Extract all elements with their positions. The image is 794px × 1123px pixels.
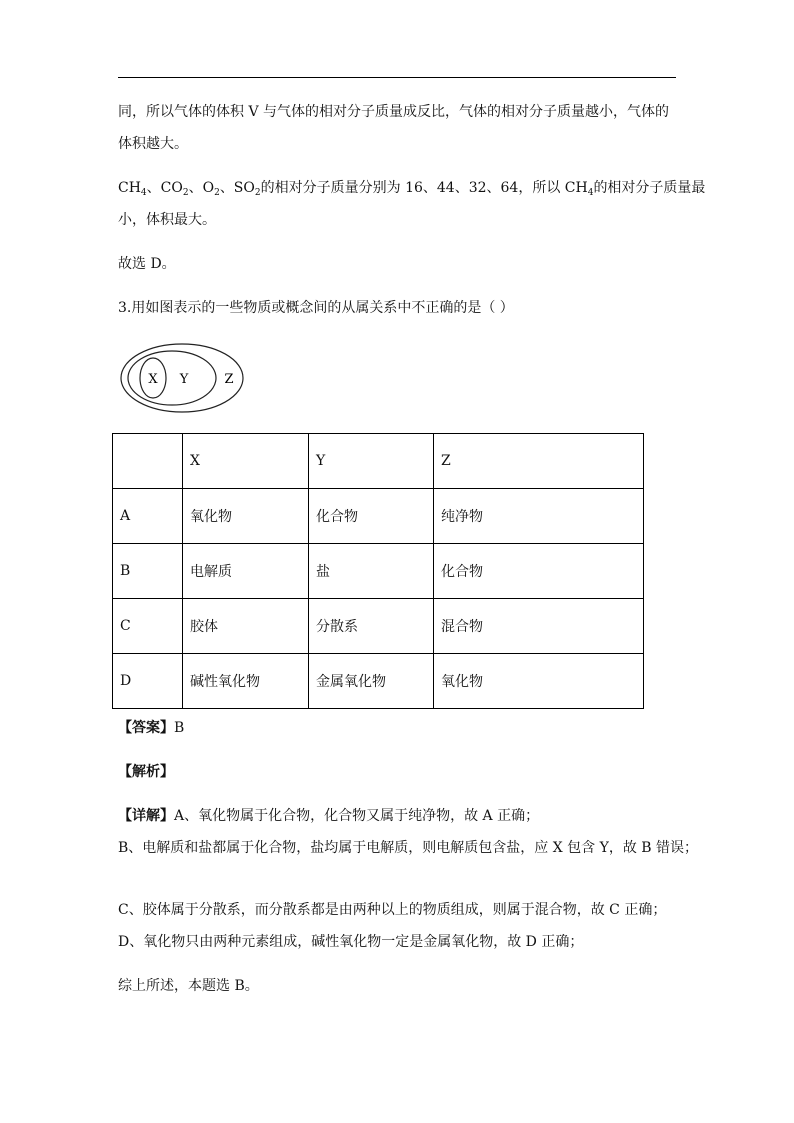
table-row	[113, 654, 644, 709]
analysis-line-d: D、氧化物只由两种元素组成，碱性氧化物一定是金属氧化物，故 D 正确；	[118, 934, 584, 950]
table-cell: D	[113, 654, 183, 709]
table-cell: 电解质	[183, 544, 309, 599]
table-cell: 碱性氧化物	[183, 654, 309, 709]
text-line: 同，所以气体的体积 V 与气体的相对分子质量成反比，气体的相对分子质量越小，气体的	[118, 104, 670, 120]
answer-value: B	[174, 720, 185, 736]
table-cell: Z	[434, 434, 644, 489]
analysis-line-a: 【详解】A、氧化物属于化合物，化合物又属于纯净物，故 A 正确；	[118, 808, 540, 824]
venn-diagram	[118, 340, 253, 418]
text-line: 故选 D。	[118, 256, 176, 272]
middle-ellipse-y	[128, 351, 216, 405]
table-cell: 纯净物	[434, 489, 644, 544]
table-cell: 氧化物	[434, 654, 644, 709]
answer-label: 【答案】	[118, 720, 174, 736]
detail-label: 【详解】	[118, 808, 174, 824]
table-cell: 氧化物	[183, 489, 309, 544]
table-cell: B	[113, 544, 183, 599]
table-cell	[113, 434, 183, 489]
analysis-line-b: B、电解质和盐都属于化合物，盐均属于电解质，则电解质包含盐，应 X 包含 Y，故 B 错误；	[118, 840, 699, 856]
label-y: Y	[179, 372, 189, 387]
table-cell: 胶体	[183, 599, 309, 654]
table-cell: C	[113, 599, 183, 654]
table-cell: 分散系	[309, 599, 434, 654]
formula-line: $CH_4$、$CO_2$、$O_2$、$SO_2$的相对分子质量分别为 16、44、32、64，所以 $CH_4$的相对分子质量最	[118, 180, 706, 198]
label-x: X	[148, 372, 158, 387]
table-cell: A	[113, 489, 183, 544]
table-cell: Y	[309, 434, 434, 489]
header-rule	[118, 77, 676, 78]
table-cell: 化合物	[309, 489, 434, 544]
table-cell: 盐	[309, 544, 434, 599]
text-line: 小，体积最大。	[118, 212, 216, 228]
table-cell: 金属氧化物	[309, 654, 434, 709]
answer-line	[118, 718, 184, 738]
table-header-row	[113, 434, 644, 489]
question-text: 3.用如图表示的一些物质或概念间的从属关系中不正确的是（ ）	[118, 300, 514, 316]
label-z: Z	[224, 372, 234, 387]
table-cell: X	[183, 434, 309, 489]
analysis-line-c: C、胶体属于分散系，而分散系都是由两种以上的物质组成，则属于混合物，故 C 正确；	[118, 902, 667, 918]
table-row	[113, 544, 644, 599]
table-row	[113, 489, 644, 544]
analysis-label: 【解析】	[118, 764, 174, 780]
table-cell: 化合物	[434, 544, 644, 599]
analysis-summary: 综上所述，本题选 B。	[118, 978, 259, 994]
options-table	[112, 433, 644, 709]
table-cell: 混合物	[434, 599, 644, 654]
text-line: 体积越大。	[118, 136, 188, 152]
table-row	[113, 599, 644, 654]
